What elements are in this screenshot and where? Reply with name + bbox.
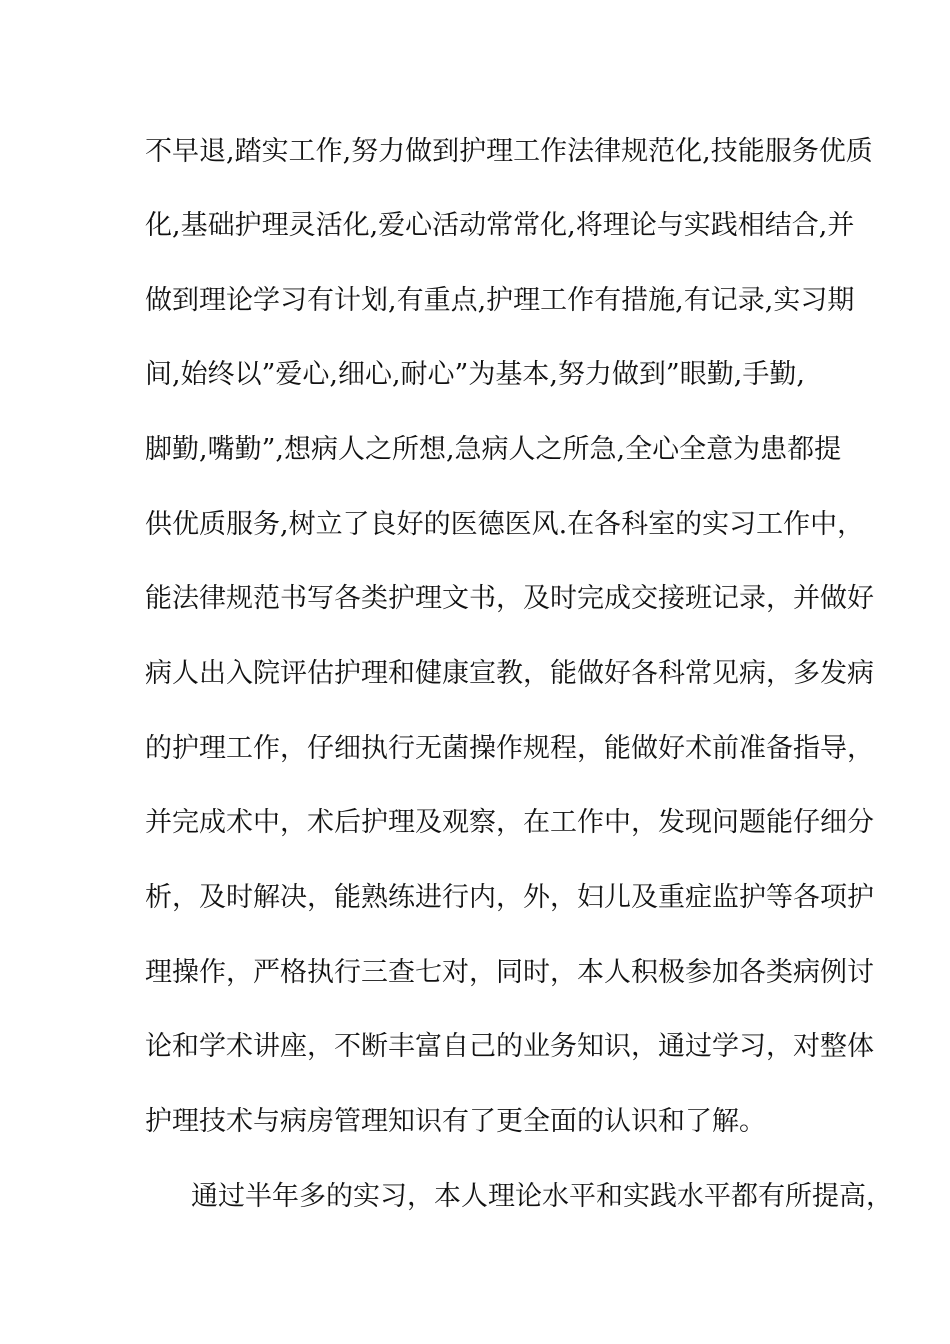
text-line-14: 护理技术与病房管理知识有了更全面的认识和了解。	[145, 1106, 766, 1137]
text-line-1: 不早退,踏实工作,努力做到护理工作法律规范化,技能服务优质	[145, 136, 873, 167]
text-line-3: 做到理论学习有计划,有重点,护理工作有措施,有记录,实习期	[145, 285, 855, 316]
text-line-2: 化,基础护理灵活化,爱心活动常常化,将理论与实践相结合,并	[145, 210, 855, 241]
text-line-5: 脚勤,嘴勤”,想病人之所想,急病人之所急,全心全意为患都提	[145, 434, 842, 465]
text-line-13: 论和学术讲座，不断丰富自己的业务知识，通过学习，对整体	[145, 1031, 874, 1062]
text-line-8: 病人出入院评估护理和健康宣教，能做好各科常见病，多发病	[145, 658, 874, 689]
text-line-6: 供优质服务,树立了良好的医德医风.在各科室的实习工作中，	[145, 509, 865, 540]
paragraph-start-line: 通过半年多的实习，本人理论水平和实践水平都有所提高，	[191, 1181, 893, 1212]
text-line-12: 理操作，严格执行三查七对，同时，本人积极参加各类病例讨	[145, 957, 874, 988]
text-line-10: 并完成术中，术后护理及观察，在工作中，发现问题能仔细分	[145, 807, 874, 838]
text-line-9: 的护理工作，仔细执行无菌操作规程，能做好术前准备指导，	[145, 733, 874, 764]
text-line-7: 能法律规范书写各类护理文书，及时完成交接班记录，并做好	[145, 583, 874, 614]
text-line-11: 析，及时解决，能熟练进行内，外，妇儿及重症监护等各项护	[145, 882, 874, 913]
text-line-4: 间,始终以”爱心,细心,耐心”为基本,努力做到”眼勤,手勤,	[145, 359, 805, 390]
